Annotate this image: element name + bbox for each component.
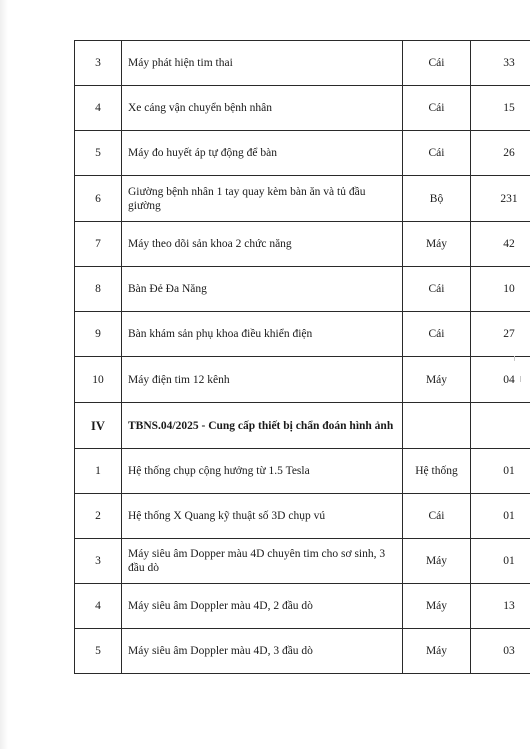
row-number: 7: [75, 222, 122, 267]
table-row: [75, 449, 530, 494]
item-name: Máy siêu âm Doppler màu 4D, 3 đầu dò: [122, 629, 403, 674]
item-unit: Hệ thống: [403, 449, 471, 494]
item-name: Máy siêu âm Dopper màu 4D chuyên tim cho sơ sinh, 3 đầu dò: [122, 539, 403, 584]
row-number: 6: [75, 176, 122, 222]
item-quantity: 33: [471, 41, 530, 86]
item-name: Máy siêu âm Doppler màu 4D, 2 đầu dò: [122, 584, 403, 629]
item-quantity: 04: [471, 357, 530, 403]
item-name: Bàn khám sản phụ khoa điều khiển điện: [122, 312, 403, 357]
item-quantity: 01: [471, 494, 530, 539]
item-quantity: 01: [471, 539, 530, 584]
item-name: Máy điện tim 12 kênh: [122, 357, 403, 403]
table-row: [75, 267, 530, 312]
row-number: 4: [75, 584, 122, 629]
item-name: Hệ thống X Quang kỹ thuật số 3D chụp vú: [122, 494, 403, 539]
item-unit: Cái: [403, 267, 471, 312]
scan-edge-shadow: [0, 0, 8, 749]
section-unit: [403, 403, 471, 449]
item-name: Máy đo huyết áp tự động để bàn: [122, 131, 403, 176]
table-row: [75, 222, 530, 267]
item-unit: Máy: [403, 584, 471, 629]
table-row: [75, 494, 530, 539]
item-unit: Cái: [403, 131, 471, 176]
item-name: Hệ thống chụp cộng hưởng từ 1.5 Tesla: [122, 449, 403, 494]
row-number: 2: [75, 494, 122, 539]
section-title: TBNS.04/2025 - Cung cấp thiết bị chẩn đoán hình ảnh: [122, 403, 403, 449]
item-unit: Bộ: [403, 176, 471, 222]
row-number: 8: [75, 267, 122, 312]
item-unit: Cái: [403, 312, 471, 357]
scan-mark: [514, 356, 515, 361]
item-name: Máy phát hiện tim thai: [122, 41, 403, 86]
item-quantity: 26: [471, 131, 530, 176]
item-quantity: 231: [471, 176, 530, 222]
row-number: 3: [75, 539, 122, 584]
table-row: [75, 539, 530, 584]
item-name: Xe cáng vận chuyển bệnh nhân: [122, 86, 403, 131]
item-quantity: 13: [471, 584, 530, 629]
item-unit: Cái: [403, 41, 471, 86]
scan-mark: [520, 376, 521, 382]
table-row: [75, 41, 530, 86]
item-unit: Máy: [403, 629, 471, 674]
item-unit: Máy: [403, 222, 471, 267]
equipment-table: [74, 40, 530, 674]
row-number: 10: [75, 357, 122, 403]
section-header-row: [75, 403, 530, 449]
table-row: [75, 86, 530, 131]
item-name: Giường bệnh nhân 1 tay quay kèm bàn ăn và tủ đầu giường: [122, 176, 403, 222]
section-number: IV: [75, 403, 122, 449]
item-quantity: 27: [471, 312, 530, 357]
row-number: 1: [75, 449, 122, 494]
table-row: [75, 584, 530, 629]
item-name: Bàn Đẻ Đa Năng: [122, 267, 403, 312]
table-row: [75, 357, 530, 403]
row-number: 9: [75, 312, 122, 357]
row-number: 5: [75, 131, 122, 176]
item-quantity: 01: [471, 449, 530, 494]
table-row: [75, 131, 530, 176]
item-unit: Máy: [403, 539, 471, 584]
section-quantity: [471, 403, 530, 449]
table-row: [75, 312, 530, 357]
item-unit: Cái: [403, 494, 471, 539]
row-number: 5: [75, 629, 122, 674]
item-quantity: 42: [471, 222, 530, 267]
table-row: [75, 629, 530, 674]
item-quantity: 03: [471, 629, 530, 674]
row-number: 3: [75, 41, 122, 86]
item-unit: Cái: [403, 86, 471, 131]
item-quantity: 15: [471, 86, 530, 131]
row-number: 4: [75, 86, 122, 131]
item-quantity: 10: [471, 267, 530, 312]
item-name: Máy theo dõi sản khoa 2 chức năng: [122, 222, 403, 267]
item-unit: Máy: [403, 357, 471, 403]
table-row: [75, 176, 530, 222]
